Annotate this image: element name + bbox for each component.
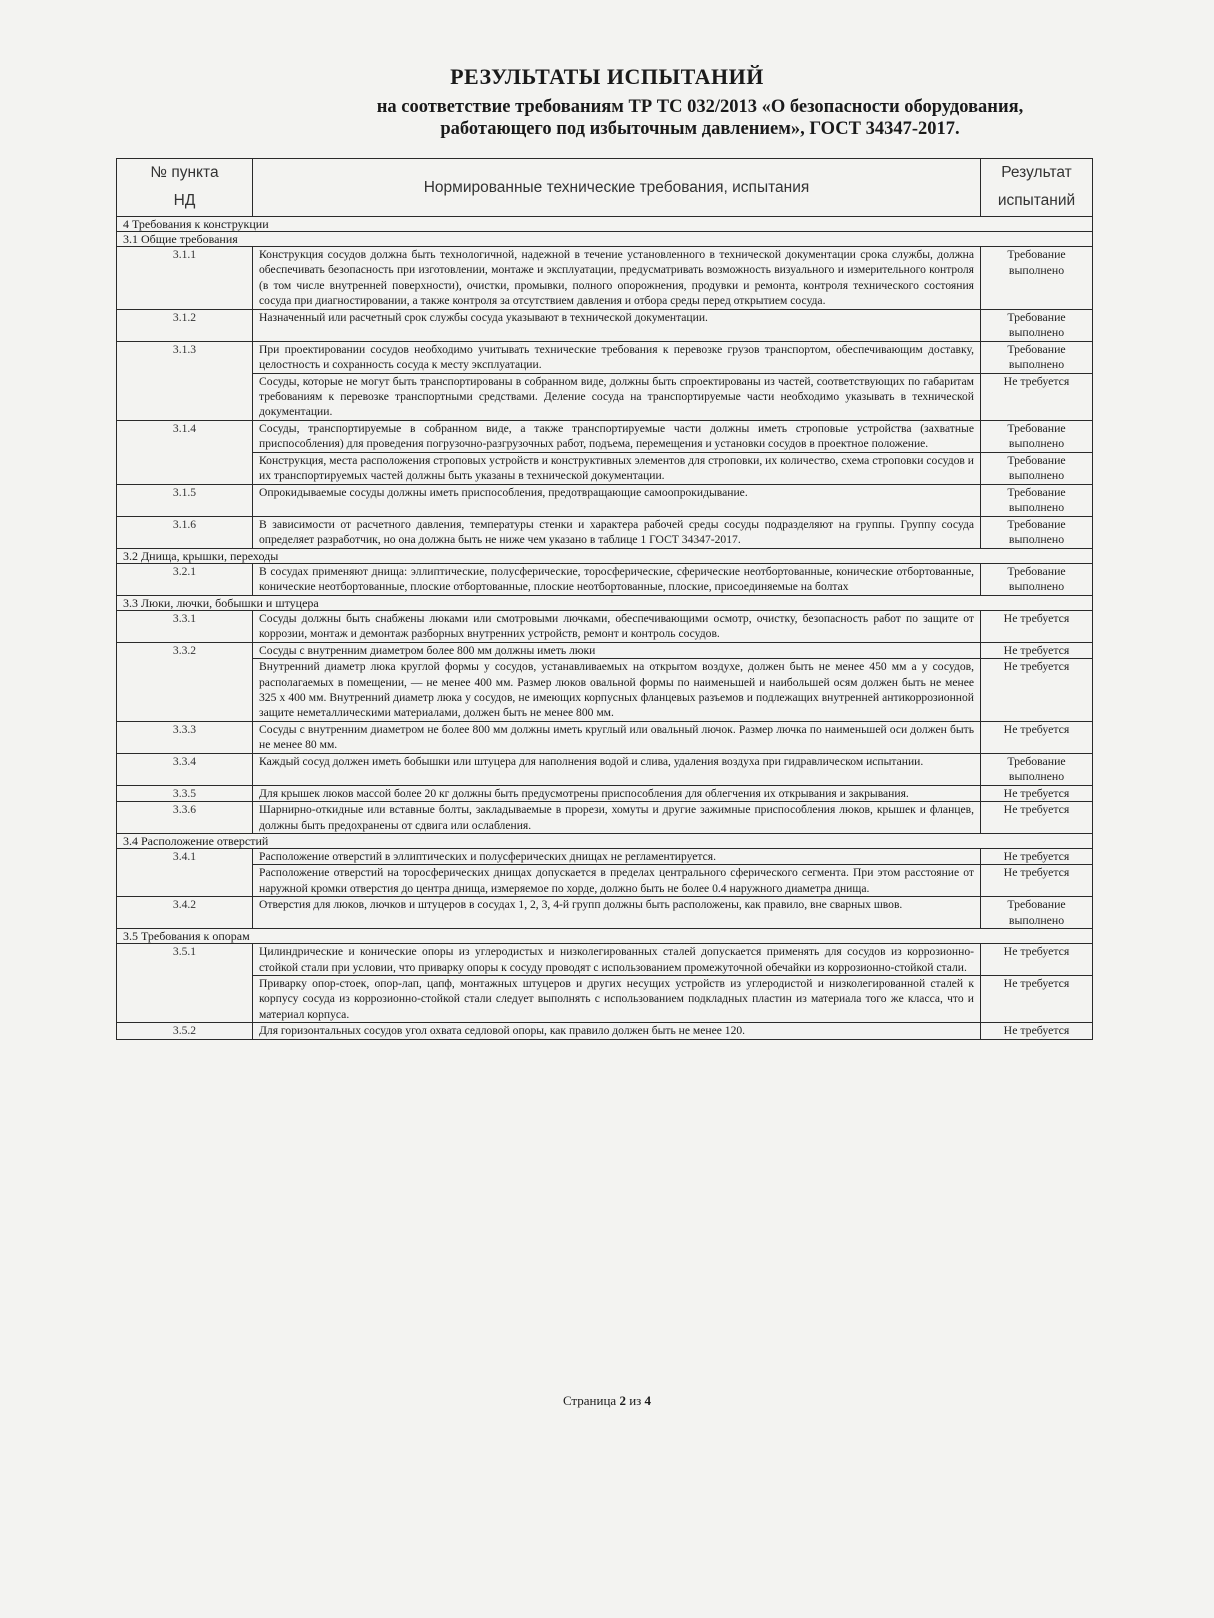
test-result: Не требуется bbox=[981, 944, 1093, 976]
section-heading: 3.5 Требования к опорам bbox=[117, 929, 1093, 944]
table-row bbox=[117, 642, 1093, 659]
table-row bbox=[117, 1023, 1093, 1040]
requirement-text: Назначенный или расчетный срок службы сосуда указывают в технической документации. bbox=[253, 309, 981, 341]
header-requirements: Нормированные технические требования, испытания bbox=[253, 159, 981, 217]
clause-number: 3.3.2 bbox=[117, 642, 253, 721]
table-row bbox=[117, 452, 1093, 484]
section-heading: 3.4 Расположение отверстий bbox=[117, 833, 1093, 848]
table-row bbox=[117, 659, 1093, 722]
requirement-text: Приварку опор-стоек, опор-лап, цапф, монтажных штуцеров и других несущих устройств из углеродистой и низколегированной сталей к корпусу сосуда из коррозионно-стойкой стали следует выполнять с использованием подкладных пластин из материала того же класса, что и материал корпуса. bbox=[253, 976, 981, 1023]
requirement-text: Сосуды, транспортируемые в собранном виде, а также транспортируемые части должны иметь строповые устройства (захватные приспособления) для проведения погрузочно-разгрузочных работ, подъема, перемещения и установки сосудов в проектное положение. bbox=[253, 420, 981, 452]
test-result: Не требуется bbox=[981, 1023, 1093, 1040]
requirements-table bbox=[116, 158, 1093, 1040]
clause-number: 3.3.5 bbox=[117, 785, 253, 802]
requirement-text: Сосуды с внутренним диаметром не более 800 мм должны иметь круглый или овальный лючок. Размер лючка по наименьшей оси должен быть не менее 80 мм. bbox=[253, 721, 981, 753]
clause-number: 3.3.3 bbox=[117, 721, 253, 753]
page-number: Страница 2 из 4 bbox=[562, 1393, 652, 1408]
requirement-text: Сосуды должны быть снабжены люками или смотровыми лючками, обеспечивающими осмотр, очистку, безопасность работ по защите от коррозии, монтаж и демонтаж разборных внутренних устройств, ремонт и контроль сосудов. bbox=[253, 610, 981, 642]
test-result: Не требуется bbox=[981, 848, 1093, 865]
table-row bbox=[117, 341, 1093, 373]
requirement-text: Сосуды, которые не могут быть транспортированы в собранном виде, должны быть спроектированы из частей, соответствующих по габаритам требованиям к перевозке транспортными средствами. Деление сосуда на транспортируемые части необходимо указывать в технической документации. bbox=[253, 373, 981, 420]
table-row bbox=[117, 309, 1093, 341]
table-row bbox=[117, 897, 1093, 929]
clause-number: 3.1.5 bbox=[117, 484, 253, 516]
test-result: Не требуется bbox=[981, 785, 1093, 802]
clause-number: 3.4.2 bbox=[117, 897, 253, 929]
table-row bbox=[117, 976, 1093, 1023]
test-result: Не требуется bbox=[981, 721, 1093, 753]
clause-number: 3.1.6 bbox=[117, 516, 253, 548]
test-result: Требование выполнено bbox=[981, 452, 1093, 484]
document-title: РЕЗУЛЬТАТЫ ИСПЫТАНИЙ bbox=[450, 64, 764, 89]
requirement-text: Для горизонтальных сосудов угол охвата седловой опоры, как правило должен быть не менее 120. bbox=[253, 1023, 981, 1040]
clause-number: 3.3.4 bbox=[117, 753, 253, 785]
test-result: Требование выполнено bbox=[981, 753, 1093, 785]
table-row bbox=[117, 420, 1093, 452]
test-result: Требование выполнено bbox=[981, 484, 1093, 516]
test-result: Требование выполнено bbox=[981, 247, 1093, 310]
section-heading: 3.3 Люки, лючки, бобышки и штуцера bbox=[117, 595, 1093, 610]
clause-number: 3.5.2 bbox=[117, 1023, 253, 1040]
test-result: Требование выполнено bbox=[981, 420, 1093, 452]
table-row bbox=[117, 802, 1093, 834]
section-heading-row bbox=[117, 595, 1093, 610]
header-clause-number: № пункта НД bbox=[117, 159, 253, 217]
table-row bbox=[117, 610, 1093, 642]
requirement-text: Шарнирно-откидные или вставные болты, закладываемые в прорези, хомуты и другие зажимные приспособления люков, крышек и фланцев, должны быть предохранены от сдвига или ослабления. bbox=[253, 802, 981, 834]
clause-number: 3.3.1 bbox=[117, 610, 253, 642]
header-result: Результат испытаний bbox=[981, 159, 1093, 217]
document-subtitle bbox=[300, 96, 1100, 140]
section-heading: 3.2 Днища, крышки, переходы bbox=[117, 548, 1093, 563]
test-result: Требование выполнено bbox=[981, 516, 1093, 548]
requirement-text: Расположение отверстий в эллиптических и полусферических днищах не регламентируется. bbox=[253, 848, 981, 865]
section-heading-row bbox=[117, 548, 1093, 563]
table-body bbox=[117, 217, 1093, 1040]
section-heading-row bbox=[117, 833, 1093, 848]
test-result: Не требуется bbox=[981, 865, 1093, 897]
clause-number: 3.3.6 bbox=[117, 802, 253, 834]
requirement-text: Расположение отверстий на торосферических днищах допускается в пределах центрального сферического сегмента. При этом расстояние от наружной кромки отверстия до центра днища, измеряемое по хорде, должно быть не более 0.4 наружного диаметра днища. bbox=[253, 865, 981, 897]
test-result: Требование выполнено bbox=[981, 309, 1093, 341]
table-row bbox=[117, 944, 1093, 976]
table-row bbox=[117, 753, 1093, 785]
clause-number: 3.2.1 bbox=[117, 563, 253, 595]
requirement-text: Конструкция сосудов должна быть технологичной, надежной в течение установленного в технической документации срока службы, должна обеспечивать безопасность при изготовлении, монтаже и эксплуатации, предусматривать возможность визуального и измерительного контроля (в том числе внутренней поверхности), очистки, промывки, полного опорожнения, продувки и ремонта, контроля технического состояния сосуда при диагностировании, а также контроля за отсутствием давления и отбора среды перед открытием сосуда. bbox=[253, 247, 981, 310]
table-row bbox=[117, 721, 1093, 753]
test-result: Требование выполнено bbox=[981, 897, 1093, 929]
section-heading: 4 Требования к конструкции bbox=[117, 217, 1093, 232]
test-result: Не требуется bbox=[981, 642, 1093, 659]
table-row bbox=[117, 865, 1093, 897]
clause-number: 3.4.1 bbox=[117, 848, 253, 896]
test-result: Не требуется bbox=[981, 659, 1093, 722]
table-row bbox=[117, 785, 1093, 802]
table-row bbox=[117, 563, 1093, 595]
subtitle-line-2: работающего под избыточным давлением», ГОСТ 34347-2017. bbox=[440, 119, 960, 139]
clause-number: 3.1.1 bbox=[117, 247, 253, 310]
test-result: Не требуется bbox=[981, 976, 1093, 1023]
requirement-text: Внутренний диаметр люка круглой формы у сосудов, устанавливаемых на открытом воздухе, должен быть не менее 450 мм а у сосудов, располагаемых в помещении, — не менее 400 мм. Размер люков овальной формы по наименьшей и наибольшей осям должен быть не менее 325 х 400 мм. Внутренний диаметр люка у сосудов, не имеющих корпусных фланцевых разъемов и подлежащих внутренней антикоррозионной защите неметаллическими материалами, должен быть не менее 800 мм. bbox=[253, 659, 981, 722]
section-heading-row bbox=[117, 929, 1093, 944]
test-result: Не требуется bbox=[981, 802, 1093, 834]
test-result: Не требуется bbox=[981, 610, 1093, 642]
clause-number: 3.1.4 bbox=[117, 420, 253, 484]
test-result: Требование выполнено bbox=[981, 563, 1093, 595]
requirement-text: Цилиндрические и конические опоры из углеродистых и низколегированных сталей допускается применять для сосудов из коррозионно-стойкой стали при условии, что приварку опоры к сосуду проводят с использованием промежуточной обечайки из коррозионно-стойкой стали. bbox=[253, 944, 981, 976]
requirement-text: Отверстия для люков, лючков и штуцеров в сосудах 1, 2, 3, 4-й групп должны быть расположены, как правило, вне сварных швов. bbox=[253, 897, 981, 929]
requirement-text: Сосуды с внутренним диаметром более 800 мм должны иметь люки bbox=[253, 642, 981, 659]
table-row bbox=[117, 848, 1093, 865]
requirement-text: В зависимости от расчетного давления, температуры стенки и характера рабочей среды сосуды подразделяют на группы. Группу сосуда определяет разработчик, но она должна быть не ниже чем указано в таблице 1 ГОСТ 34347-2017. bbox=[253, 516, 981, 548]
clause-number: 3.1.3 bbox=[117, 341, 253, 420]
table-row bbox=[117, 516, 1093, 548]
clause-number: 3.5.1 bbox=[117, 944, 253, 1023]
requirement-text: Опрокидываемые сосуды должны иметь приспособления, предотвращающие самоопрокидывание. bbox=[253, 484, 981, 516]
clause-number: 3.1.2 bbox=[117, 309, 253, 341]
section-heading-row bbox=[117, 217, 1093, 232]
section-heading: 3.1 Общие требования bbox=[117, 232, 1093, 247]
section-heading-row bbox=[117, 232, 1093, 247]
requirement-text: При проектировании сосудов необходимо учитывать технические требования к перевозке грузов транспортом, обеспечивающим доставку, целостность и сохранность сосуда к месту эксплуатации. bbox=[253, 341, 981, 373]
requirement-text: Для крышек люков массой более 20 кг должны быть предусмотрены приспособления для облегчения их открывания и закрывания. bbox=[253, 785, 981, 802]
table-row bbox=[117, 247, 1093, 310]
requirement-text: Каждый сосуд должен иметь бобышки или штуцера для наполнения водой и слива, удаления воздуха при гидравлическом испытании. bbox=[253, 753, 981, 785]
test-result: Не требуется bbox=[981, 373, 1093, 420]
requirement-text: В сосудах применяют днища: эллиптические, полусферические, торосферические, сферические неотбортованные, конические отбортованные, конические неотбортованные, плоские отбортованные, плоские неотбортованные, плоские, присоединяемые на болтах bbox=[253, 563, 981, 595]
table-row bbox=[117, 373, 1093, 420]
table-header-row bbox=[117, 159, 1093, 217]
subtitle-line-1: на соответствие требованиям ТР ТС 032/2013 «О безопасности оборудования, bbox=[376, 97, 1024, 117]
table-row bbox=[117, 484, 1093, 516]
requirement-text: Конструкция, места расположения строповых устройств и конструктивных элементов для строповки, их количество, схема строповки сосудов и их транспортируемых частей должны быть указаны в технической документации. bbox=[253, 452, 981, 484]
test-result: Требование выполнено bbox=[981, 341, 1093, 373]
